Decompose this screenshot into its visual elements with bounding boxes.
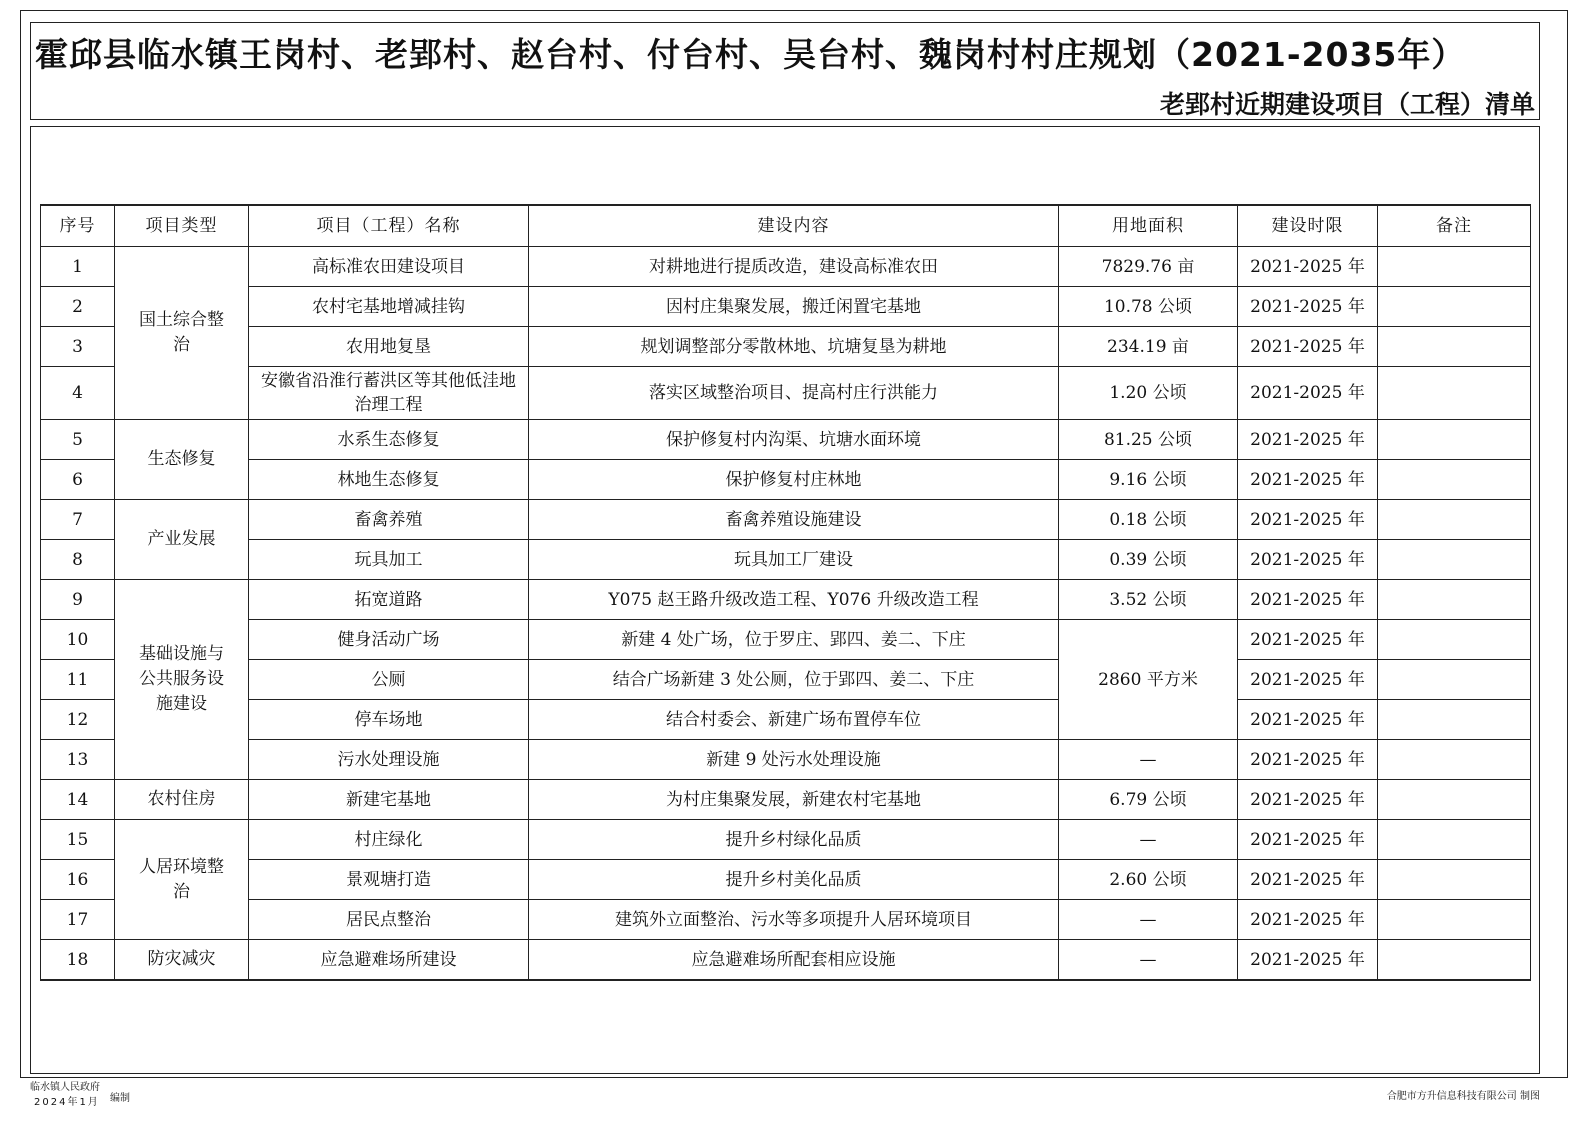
table-row bbox=[41, 540, 1531, 580]
header-area: 用地面积 bbox=[1059, 205, 1238, 247]
row-note bbox=[1378, 780, 1531, 820]
row-area: — bbox=[1059, 940, 1238, 981]
row-period: 2021-2025 年 bbox=[1238, 500, 1378, 540]
row-area: 6.79 公顷 bbox=[1059, 780, 1238, 820]
row-no: 18 bbox=[41, 940, 115, 981]
row-period: 2021-2025 年 bbox=[1238, 940, 1378, 981]
row-name: 水系生态修复 bbox=[249, 420, 529, 460]
row-content: 为村庄集聚发展，新建农村宅基地 bbox=[529, 780, 1059, 820]
table-row bbox=[41, 327, 1531, 367]
row-name: 村庄绿化 bbox=[249, 820, 529, 860]
row-note bbox=[1378, 580, 1531, 620]
row-area: 10.78 公顷 bbox=[1059, 287, 1238, 327]
table-row bbox=[41, 740, 1531, 780]
row-period: 2021-2025 年 bbox=[1238, 580, 1378, 620]
row-note bbox=[1378, 540, 1531, 580]
row-name: 农村宅基地增减挂钩 bbox=[249, 287, 529, 327]
row-period: 2021-2025 年 bbox=[1238, 700, 1378, 740]
category-label: 产业发展 bbox=[147, 529, 216, 549]
row-content: 保护修复村内沟渠、坑塘水面环境 bbox=[529, 420, 1059, 460]
row-note bbox=[1378, 860, 1531, 900]
row-no: 4 bbox=[41, 367, 115, 420]
row-area: 3.52 公顷 bbox=[1059, 580, 1238, 620]
category-label: 基础设施与公共服务设施建设 bbox=[139, 644, 224, 714]
row-no: 1 bbox=[41, 247, 115, 287]
row-name: 公厕 bbox=[249, 660, 529, 700]
row-no: 13 bbox=[41, 740, 115, 780]
row-no: 11 bbox=[41, 660, 115, 700]
project-table bbox=[40, 204, 1531, 981]
row-area: — bbox=[1059, 740, 1238, 780]
row-content: 建筑外立面整治、污水等多项提升人居环境项目 bbox=[529, 900, 1059, 940]
row-no: 7 bbox=[41, 500, 115, 540]
category-label: 防灾减灾 bbox=[147, 949, 216, 969]
row-content: 畜禽养殖设施建设 bbox=[529, 500, 1059, 540]
row-content: 新建 4 处广场，位于罗庄、郢四、姜二、下庄 bbox=[529, 620, 1059, 660]
header-note: 备注 bbox=[1378, 205, 1531, 247]
row-period: 2021-2025 年 bbox=[1238, 420, 1378, 460]
row-name: 景观塘打造 bbox=[249, 860, 529, 900]
row-note bbox=[1378, 660, 1531, 700]
row-no: 8 bbox=[41, 540, 115, 580]
footer-org: 临水镇人民政府 bbox=[30, 1082, 100, 1093]
row-note bbox=[1378, 500, 1531, 540]
row-no: 2 bbox=[41, 287, 115, 327]
category-cell bbox=[115, 420, 249, 500]
row-period: 2021-2025 年 bbox=[1238, 660, 1378, 700]
header-period: 建设时限 bbox=[1238, 205, 1378, 247]
row-period: 2021-2025 年 bbox=[1238, 247, 1378, 287]
table-row bbox=[41, 940, 1531, 981]
table-row bbox=[41, 820, 1531, 860]
row-content: 应急避难场所配套相应设施 bbox=[529, 940, 1059, 981]
row-name: 污水处理设施 bbox=[249, 740, 529, 780]
category-label: 人居环境整治 bbox=[139, 856, 224, 902]
row-note bbox=[1378, 247, 1531, 287]
row-no: 16 bbox=[41, 860, 115, 900]
table-row bbox=[41, 620, 1531, 660]
row-name: 新建宅基地 bbox=[249, 780, 529, 820]
row-name: 拓宽道路 bbox=[249, 580, 529, 620]
row-note bbox=[1378, 327, 1531, 367]
row-area: 0.18 公顷 bbox=[1059, 500, 1238, 540]
row-name: 居民点整治 bbox=[249, 900, 529, 940]
row-period: 2021-2025 年 bbox=[1238, 540, 1378, 580]
row-period: 2021-2025 年 bbox=[1238, 287, 1378, 327]
header-no: 序号 bbox=[41, 205, 115, 247]
row-period: 2021-2025 年 bbox=[1238, 900, 1378, 940]
table-row bbox=[41, 900, 1531, 940]
row-name: 高标准农田建设项目 bbox=[249, 247, 529, 287]
row-area: 1.20 公顷 bbox=[1059, 367, 1238, 420]
row-content: 落实区域整治项目、提高村庄行洪能力 bbox=[529, 367, 1059, 420]
row-area: — bbox=[1059, 900, 1238, 940]
row-area: 9.16 公顷 bbox=[1059, 460, 1238, 500]
page-subtitle: 老郢村近期建设项目（工程）清单 bbox=[1159, 90, 1535, 119]
category-label: 生态修复 bbox=[147, 449, 216, 469]
row-content: 玩具加工厂建设 bbox=[529, 540, 1059, 580]
row-no: 6 bbox=[41, 460, 115, 500]
row-area: 81.25 公顷 bbox=[1059, 420, 1238, 460]
table-row bbox=[41, 460, 1531, 500]
table-row bbox=[41, 500, 1531, 540]
row-area: 0.39 公顷 bbox=[1059, 540, 1238, 580]
row-note bbox=[1378, 420, 1531, 460]
header-content: 建设内容 bbox=[529, 205, 1059, 247]
row-name: 应急避难场所建设 bbox=[249, 940, 529, 981]
category-label: 国土综合整治 bbox=[139, 310, 224, 355]
row-period: 2021-2025 年 bbox=[1238, 740, 1378, 780]
row-note bbox=[1378, 740, 1531, 780]
row-content: 保护修复村庄林地 bbox=[529, 460, 1059, 500]
category-label: 农村住房 bbox=[147, 789, 216, 809]
table-row bbox=[41, 660, 1531, 700]
row-period: 2021-2025 年 bbox=[1238, 327, 1378, 367]
row-period: 2021-2025 年 bbox=[1238, 860, 1378, 900]
row-no: 3 bbox=[41, 327, 115, 367]
row-area: 234.19 亩 bbox=[1059, 327, 1238, 367]
row-note bbox=[1378, 367, 1531, 420]
row-content: 新建 9 处污水处理设施 bbox=[529, 740, 1059, 780]
page-title: 霍邱县临水镇王岗村、老郢村、赵台村、付台村、吴台村、魏岗村村庄规划（2021-2035年） bbox=[35, 35, 1466, 74]
row-no: 9 bbox=[41, 580, 115, 620]
row-no: 17 bbox=[41, 900, 115, 940]
row-period: 2021-2025 年 bbox=[1238, 780, 1378, 820]
row-content: 结合村委会、新建广场布置停车位 bbox=[529, 700, 1059, 740]
row-no: 15 bbox=[41, 820, 115, 860]
footer-compiled: 编制 bbox=[110, 1093, 130, 1104]
category-cell bbox=[115, 820, 249, 940]
row-area: — bbox=[1059, 820, 1238, 860]
footer-date: 2024年1月 bbox=[34, 1097, 100, 1108]
table-row bbox=[41, 580, 1531, 620]
table-row bbox=[41, 247, 1531, 287]
row-content: 结合广场新建 3 处公厕，位于郢四、姜二、下庄 bbox=[529, 660, 1059, 700]
row-period: 2021-2025 年 bbox=[1238, 620, 1378, 660]
row-note bbox=[1378, 700, 1531, 740]
row-area: 2.60 公顷 bbox=[1059, 860, 1238, 900]
category-cell bbox=[115, 500, 249, 580]
row-name: 农用地复垦 bbox=[249, 327, 529, 367]
title-box bbox=[30, 22, 1540, 120]
table-row bbox=[41, 420, 1531, 460]
footer-maker: 合肥市方升信息科技有限公司 制图 bbox=[1386, 1091, 1540, 1102]
row-content: 提升乡村美化品质 bbox=[529, 860, 1059, 900]
row-content: 提升乡村绿化品质 bbox=[529, 820, 1059, 860]
table-row bbox=[41, 700, 1531, 740]
row-note bbox=[1378, 820, 1531, 860]
category-cell bbox=[115, 940, 249, 981]
row-period: 2021-2025 年 bbox=[1238, 460, 1378, 500]
row-name: 林地生态修复 bbox=[249, 460, 529, 500]
row-content: 因村庄集聚发展，搬迁闲置宅基地 bbox=[529, 287, 1059, 327]
row-name: 畜禽养殖 bbox=[249, 500, 529, 540]
row-content: 规划调整部分零散林地、坑塘复垦为耕地 bbox=[529, 327, 1059, 367]
row-note bbox=[1378, 287, 1531, 327]
row-note bbox=[1378, 900, 1531, 940]
row-area: 7829.76 亩 bbox=[1059, 247, 1238, 287]
row-name: 停车场地 bbox=[249, 700, 529, 740]
category-cell bbox=[115, 580, 249, 780]
row-content: 对耕地进行提质改造，建设高标准农田 bbox=[529, 247, 1059, 287]
row-no: 5 bbox=[41, 420, 115, 460]
table-row bbox=[41, 287, 1531, 327]
table-header-row bbox=[41, 205, 1531, 247]
row-note bbox=[1378, 460, 1531, 500]
row-period: 2021-2025 年 bbox=[1238, 820, 1378, 860]
category-cell bbox=[115, 247, 249, 420]
row-no: 10 bbox=[41, 620, 115, 660]
footer-org-block bbox=[30, 1080, 100, 1110]
row-name: 玩具加工 bbox=[249, 540, 529, 580]
table-row bbox=[41, 860, 1531, 900]
header-type: 项目类型 bbox=[115, 205, 249, 247]
row-name: 安徽省沿淮行蓄洪区等其他低洼地治理工程 bbox=[249, 367, 529, 420]
row-note bbox=[1378, 620, 1531, 660]
row-content: Y075 赵王路升级改造工程、Y076 升级改造工程 bbox=[529, 580, 1059, 620]
row-name: 健身活动广场 bbox=[249, 620, 529, 660]
category-cell bbox=[115, 780, 249, 820]
row-period: 2021-2025 年 bbox=[1238, 367, 1378, 420]
row-no: 14 bbox=[41, 780, 115, 820]
row-note bbox=[1378, 940, 1531, 981]
row-area-merged: 2860 平方米 bbox=[1059, 620, 1238, 740]
table-row bbox=[41, 367, 1531, 420]
table-row bbox=[41, 780, 1531, 820]
row-no: 12 bbox=[41, 700, 115, 740]
header-name: 项目（工程）名称 bbox=[249, 205, 529, 247]
